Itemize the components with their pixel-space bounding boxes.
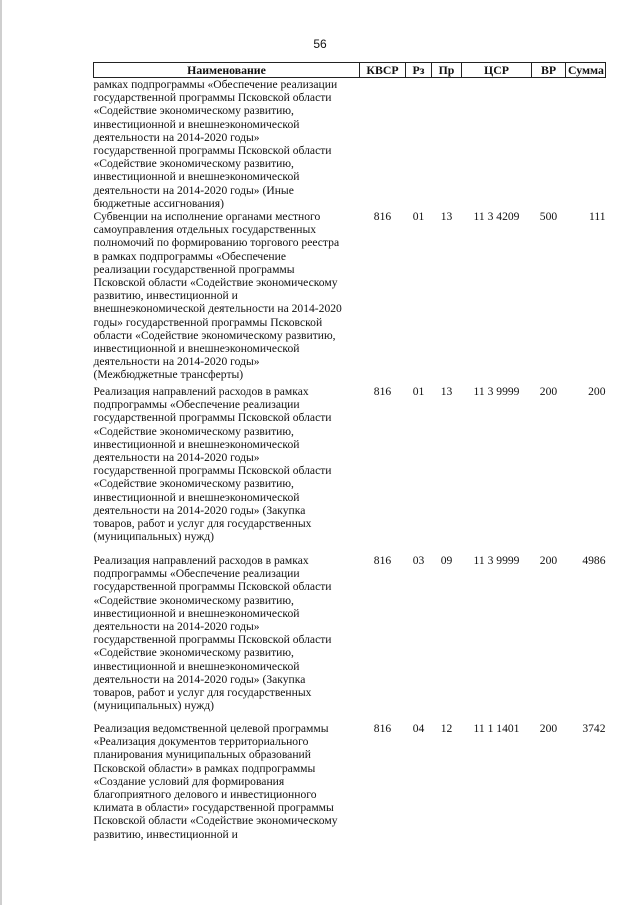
row-name: Реализация ведомственной целевой программы «Реализация документов территориального планирования муниципальных образований Псковской области» в рамках подпрограммы «Создание условий для формирования благоприятного делового и инвестиционного климата в области» государственной программы Псковской области «Содействие экономическому развитию, инвестиционной и bbox=[93, 722, 338, 841]
row-pr: 13 bbox=[440, 385, 453, 399]
row-name: рамках подпрограммы «Обеспечение реализации государственной программы Псковской области «Содействие экономическому развитию, инвестиционной и внешнеэкономической деятельности на 2014-2020 годы» государственной программы Псковской области «Содействие экономическому развитию, инвестиционной и внешнеэкономической деятельности на 2014-2020 годы» (Иные бюджетные ассигнования) bbox=[93, 78, 338, 210]
row-csr: 11 3 9999 bbox=[473, 554, 520, 568]
table-row bbox=[94, 78, 606, 211]
header-kvsr: КВСР bbox=[360, 63, 406, 78]
scan-edge bbox=[0, 0, 2, 905]
row-rz: 03 bbox=[412, 554, 425, 568]
row-kvsr bbox=[360, 78, 406, 211]
header-csr: ЦСР bbox=[462, 63, 532, 78]
header-vr: ВР bbox=[532, 63, 566, 78]
row-sum bbox=[566, 78, 606, 211]
table-row bbox=[94, 385, 606, 554]
row-pr bbox=[432, 78, 462, 211]
row-rz bbox=[406, 78, 432, 211]
row-sum: 200 bbox=[588, 385, 606, 399]
row-csr: 11 3 9999 bbox=[473, 385, 520, 399]
table-row bbox=[94, 722, 606, 843]
table-row bbox=[94, 554, 606, 722]
header-sum: Сумма bbox=[566, 63, 606, 78]
row-kvsr: 816 bbox=[373, 722, 392, 736]
row-kvsr: 816 bbox=[373, 554, 392, 568]
row-name: Реализация направлений расходов в рамках подпрограммы «Обеспечение реализации государственной программы Псковской области «Содействие экономическому развитию, инвестиционной и внешнеэкономической деятельности на 2014-2020 годы» государственной программы Псковской области «Содействие экономическому развитию, инвестиционной и внешнеэкономической деятельности на 2014-2020 годы» (Закупка товаров, работ и услуг для государственных (муниципальных) нужд) bbox=[93, 554, 332, 713]
row-csr: 11 1 1401 bbox=[473, 722, 520, 736]
header-name: Наименование bbox=[94, 63, 360, 78]
row-vr: 200 bbox=[539, 385, 558, 399]
row-vr: 200 bbox=[539, 554, 558, 568]
row-pr: 13 bbox=[440, 210, 453, 224]
row-pr: 09 bbox=[440, 554, 453, 568]
row-rz: 04 bbox=[412, 722, 425, 736]
row-sum: 4986 bbox=[582, 554, 606, 568]
row-vr: 200 bbox=[539, 722, 558, 736]
row-csr: 11 3 4209 bbox=[473, 210, 520, 224]
row-pr: 12 bbox=[440, 722, 453, 736]
row-name: Субвенции на исполнение органами местного самоуправления отдельных государственных полномочий по формированию торгового реестра в рамках подпрограммы «Обеспечение реализации государственной программы Псковской области «Содействие экономическому развитию, инвестиционной и внешнеэкономической деятельности на 2014-2020 годы» государственной программы Псковской области «Содействие экономическому развитию, инвестиционной и внешнеэкономической деятельности на 2014-2020 годы» (Межбюджетные трансферты) bbox=[93, 210, 342, 382]
row-kvsr: 816 bbox=[373, 385, 392, 399]
row-csr bbox=[462, 78, 532, 211]
row-rz: 01 bbox=[412, 385, 425, 399]
row-name: Реализация направлений расходов в рамках подпрограммы «Обеспечение реализации государственной программы Псковской области «Содействие экономическому развитию, инвестиционной и внешнеэкономической деятельности на 2014-2020 годы» государственной программы Псковской области «Содействие экономическому развитию, инвестиционной и внешнеэкономической деятельности на 2014-2020 годы» (Закупка товаров, работ и услуг для государственных (муниципальных) нужд) bbox=[93, 385, 332, 544]
row-rz: 01 bbox=[412, 210, 425, 224]
row-sum: 3742 bbox=[582, 722, 606, 736]
table-header-row bbox=[94, 63, 606, 78]
budget-table bbox=[93, 62, 606, 843]
header-pr: Пр bbox=[432, 63, 462, 78]
row-vr bbox=[532, 78, 566, 211]
row-kvsr: 816 bbox=[373, 210, 392, 224]
row-sum: 111 bbox=[588, 210, 606, 224]
table-row bbox=[94, 210, 606, 385]
page-number: 56 bbox=[313, 37, 327, 51]
row-vr: 500 bbox=[539, 210, 558, 224]
header-rz: Рз bbox=[406, 63, 432, 78]
